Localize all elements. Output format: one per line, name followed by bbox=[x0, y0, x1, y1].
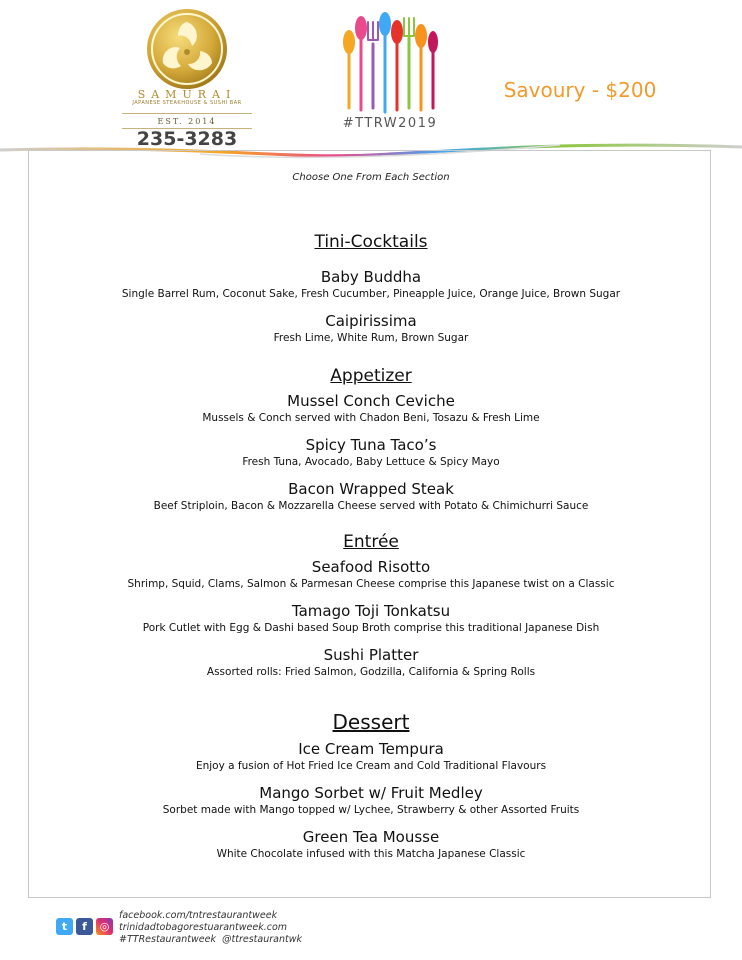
menu-item-name: Spicy Tuna Taco’s bbox=[305, 436, 437, 454]
menu-item-name: Bacon Wrapped Steak bbox=[288, 480, 454, 498]
instagram-icon[interactable]: ◎ bbox=[96, 918, 113, 935]
twitter-icon[interactable]: t bbox=[56, 918, 73, 935]
brand-name: SAMURAI bbox=[137, 88, 237, 101]
menu-section-cocktails bbox=[0, 232, 742, 346]
website-link[interactable]: trinidadtobagorestuarantweek.com bbox=[119, 922, 288, 933]
menu-item-description: Assorted rolls: Fried Salmon, Godzilla, California & Spring Rolls bbox=[206, 666, 536, 678]
menu-item-name: Mussel Conch Ceviche bbox=[287, 392, 455, 410]
menu-item-name: Ice Cream Tempura bbox=[298, 740, 444, 758]
facebook-link[interactable]: facebook.com/tntrestaurantweek bbox=[119, 910, 278, 921]
menu-item-description: Fresh Lime, White Rum, Brown Sugar bbox=[273, 332, 469, 344]
menu-tier-price: Savoury - $200 bbox=[503, 78, 657, 102]
menu-item-name: Seafood Risotto bbox=[311, 558, 431, 576]
menu-item-name: Green Tea Mousse bbox=[302, 828, 440, 846]
menu-item-description: Fresh Tuna, Avocado, Baby Lettuce & Spicy Mayo bbox=[242, 456, 500, 468]
menu-content bbox=[0, 232, 742, 862]
phone-number: 235-3283 bbox=[136, 128, 238, 150]
menu-item-description: Shrimp, Squid, Clams, Salmon & Parmesan Cheese comprise this Japanese twist on a Classic bbox=[127, 578, 615, 590]
brand-divider bbox=[122, 113, 252, 114]
samurai-logo-icon bbox=[146, 8, 228, 90]
section-title: Tini-Cocktails bbox=[314, 232, 428, 252]
social-handles: #TTRestaurantweek @ttrestaurantwk bbox=[119, 934, 302, 945]
footer-links bbox=[119, 910, 302, 946]
menu-item-name: Sushi Platter bbox=[323, 646, 419, 664]
social-icons bbox=[56, 918, 114, 938]
menu-item-name: Baby Buddha bbox=[320, 268, 422, 286]
menu-item-description: Enjoy a fusion of Hot Fried Ice Cream and Cold Traditional Flavours bbox=[195, 760, 547, 772]
menu-item-description: Beef Striploin, Bacon & Mozzarella Cheese served with Potato & Chimichurri Sauce bbox=[153, 500, 589, 512]
menu-section-appetizer bbox=[0, 366, 742, 514]
section-title: Entrée bbox=[343, 532, 399, 552]
event-hashtag: #TTRW2019 bbox=[342, 116, 438, 131]
menu-item-description: Mussels & Conch served with Chadon Beni, Tosazu & Fresh Lime bbox=[202, 412, 540, 424]
menu-item-description: Pork Cutlet with Egg & Dashi based Soup Broth comprise this traditional Japanese Dish bbox=[142, 622, 600, 634]
facebook-icon[interactable]: f bbox=[76, 918, 93, 935]
section-title: Dessert bbox=[332, 710, 410, 734]
brand-established: EST. 2014 bbox=[157, 117, 217, 126]
menu-item-name: Caipirissima bbox=[325, 312, 417, 330]
menu-item-description: Single Barrel Rum, Coconut Sake, Fresh Cucumber, Pineapple Juice, Orange Juice, Brown Sugar bbox=[121, 288, 621, 300]
menu-instruction: Choose One From Each Section bbox=[292, 172, 450, 183]
menu-item-name: Mango Sorbet w/ Fruit Medley bbox=[259, 784, 483, 802]
menu-item-description: White Chocolate infused with this Matcha Japanese Classic bbox=[216, 848, 526, 860]
menu-section-dessert bbox=[0, 710, 742, 862]
utensils-art-icon bbox=[335, 8, 445, 118]
brand-subtitle: JAPANESE STEAKHOUSE & SUSHI BAR bbox=[132, 100, 242, 106]
section-title: Appetizer bbox=[330, 366, 412, 386]
menu-item-description: Sorbet made with Mango topped w/ Lychee, Strawberry & other Assorted Fruits bbox=[162, 804, 580, 816]
menu-item-name: Tamago Toji Tonkatsu bbox=[291, 602, 451, 620]
menu-section-entree bbox=[0, 532, 742, 680]
